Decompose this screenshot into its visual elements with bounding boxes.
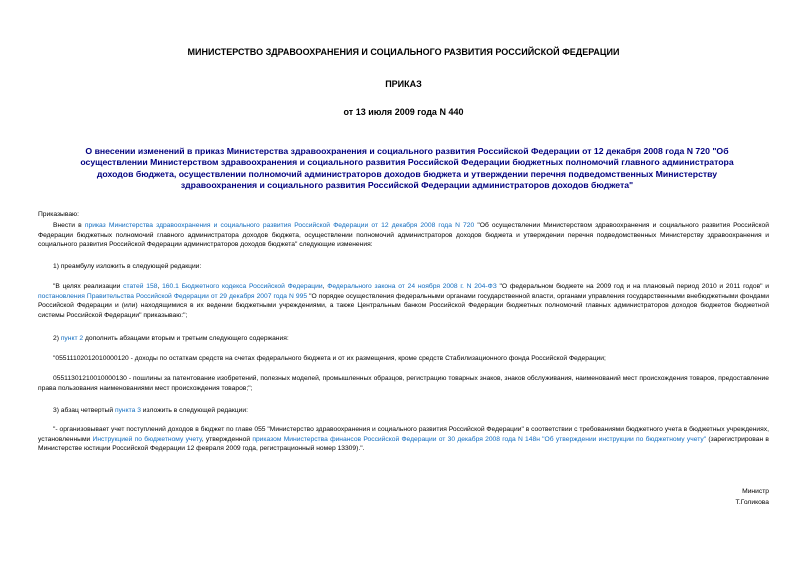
signature-name: Т.Голикова <box>735 499 769 506</box>
budget-instruction-link[interactable]: Инструкцией по бюджетному учету <box>92 435 202 443</box>
budget-code-link[interactable]: 160.1 Бюджетного кодекса Российской Федерации <box>162 283 323 290</box>
item2-paragraph: 2) пункт 2 дополнить абзацами вторым и третьим следующего содержания: <box>53 335 289 342</box>
item3-paragraph: 3) абзац четвертый пункта 3 изложить в следующей редакции: <box>53 407 248 414</box>
finance-ministry-order-link[interactable]: приказом Министерства финансов Российской Федерации от 30 декабря 2008 года N 148н "Об утверждении инструкции по бюджетному учету" <box>252 435 707 443</box>
item1-paragraph: 1) преамбулу изложить в следующей редакции: <box>53 263 202 270</box>
item2-paragraph-2: 05511301210010000130 - пошлины за патентование изобретений, полезных моделей, промышленных образцов, регистрацию товарных знаков, знаков обслуживания, наименований мест происхождения товаров, предоставление права пользования наименованиями мест происхождения товаров;"; <box>38 375 769 392</box>
article-158-link[interactable]: статей 158 <box>123 283 158 290</box>
federal-law-link[interactable]: Федерального закона от 24 ноября 2008 г. N 204-ФЗ <box>327 283 497 290</box>
item2-paragraph-1: "05511102012010000120 - доходы по остаткам средств на счетах федерального бюджета и от их размещения, кроме средств Стабилизационного фонда Российской Федерации; <box>53 355 606 362</box>
item1-text-paragraph: "В целях реализации статей 158, 160.1 Бюджетного кодекса Российской Федерации, Федерального закона от 24 ноября 2008 г. N 204-ФЗ "О федеральном бюджете на 2009 год и на плановый период 2010 и 2011 годов" и постановления Правительства Российской Федерации от 29 декабря 2007 года N 995 "О порядке осуществления федеральными органами государственной власти, органами управления государственными внебюджетными фондами Российской Федерации и (или) находящимися в их ведении бюджетными учреждениями, а также Центральным банком Российской Федерации бюджетных полномочий главных администраторов доходов бюджетов бюджетной системы Российской Федерации" приказываю:"; <box>38 283 769 319</box>
signature-position: Министр <box>742 488 769 495</box>
order-720-link[interactable]: приказ Министерства здравоохранения и социального развития Российской Федерации от 12 декабря 2008 года N 720 <box>84 222 475 229</box>
date-number-heading: от 13 июля 2009 года N 440 <box>343 107 464 117</box>
point-2-link[interactable]: пункт 2 <box>60 335 84 342</box>
order-word: Приказываю: <box>38 211 79 218</box>
doc-type-heading: ПРИКАЗ <box>385 79 422 89</box>
government-resolution-link[interactable]: постановления Правительства Российской Федерации от 29 декабря 2007 года N 995 <box>38 292 308 300</box>
item3-text-paragraph: "- организовывает учет поступлений доходов в бюджет по главе 055 "Министерство здравоохранения и социального развития Российской Федерации" в соответствии с требованиями бюджетного учета в бюджетных учреждениях, установленными Инструкцией по бюджетному учету, утвержденной приказом Министерства финансов Российской Федерации от 30 декабря 2008 года N 148н "Об утверждении инструкции по бюджетному учету" (зарегистрирован в Министерстве юстиции Российской Федерации 12 февраля 2009 года, регистрационный номер 13309).". <box>38 426 769 453</box>
intro-paragraph: Внести в приказ Министерства здравоохранения и социального развития Российской Федерации от 12 декабря 2008 года N 720 "Об осуществлении Министерством здравоохранения и социального развития Российской Федерации бюджетных полномочий главного администратора доходов бюджета, осуществлении полномочий администраторов доходов бюджета и утверждении перечня подведомственных Министерству здравоохранения и социального развития Российской Федерации администраторов доходов бюджета" следующие изменения: <box>38 222 769 249</box>
point-3-link[interactable]: пункта 3 <box>114 407 141 414</box>
document-title: О внесении изменений в приказ Министерства здравоохранения и социального развития Российской Федерации от 12 декабря 2008 года N 720 "Об осуществлении Министерством здравоохранения и социального развития Российской Федерации бюджетных полномочий главного администратора доходов бюджета, осуществлении полномочий администраторов доходов бюджета и утверждении перечня подведомственных Министерству здравоохранения и социального развития Российской Федерации администраторов доходов бюджета" <box>80 146 734 191</box>
ministry-heading: МИНИСТЕРСТВО ЗДРАВООХРАНЕНИЯ И СОЦИАЛЬНОГО РАЗВИТИЯ РОССИЙСКОЙ ФЕДЕРАЦИИ <box>187 47 620 57</box>
